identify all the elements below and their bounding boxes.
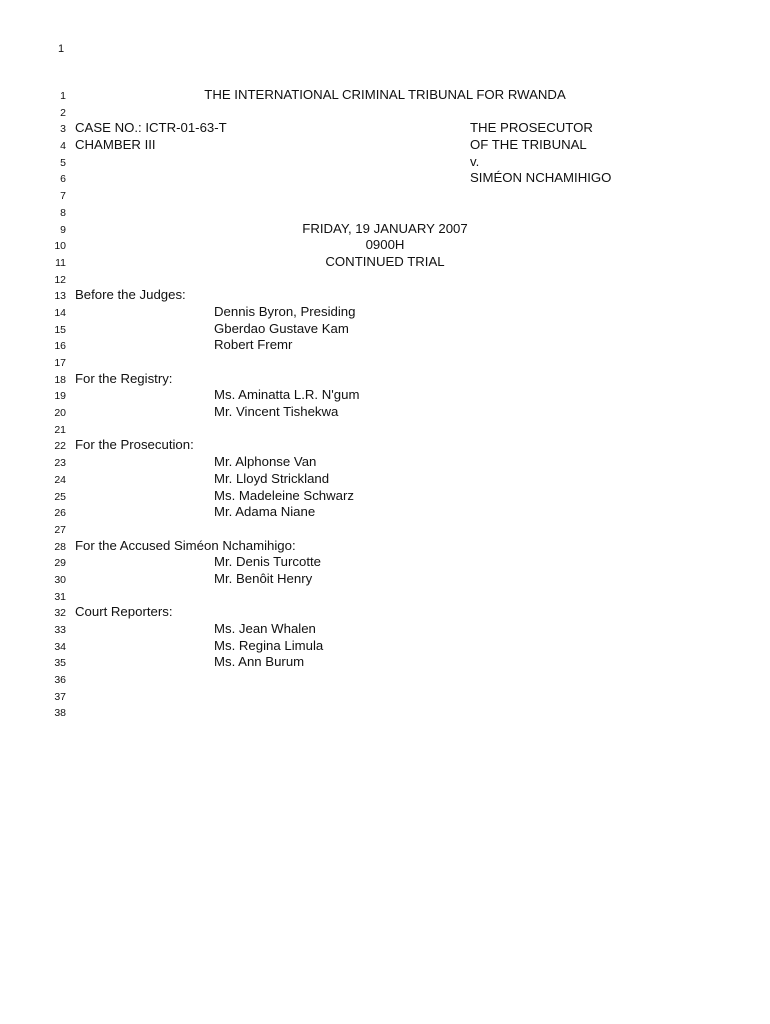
transcript-line: [0, 688, 770, 705]
transcript-line: [0, 671, 770, 688]
transcript-line: [0, 704, 770, 721]
prosecution-name: Mr. Lloyd Strickland: [214, 470, 330, 486]
reporter-name: Ms. Regina Limula: [214, 637, 324, 653]
transcript-line: [0, 104, 770, 121]
line-number: 18: [54, 373, 66, 386]
line-number: 27: [54, 523, 66, 536]
reporter-name: Ms. Ann Burum: [214, 654, 305, 670]
line-number: 1: [60, 90, 66, 102]
transcript-line: [0, 521, 770, 538]
line-number: 24: [54, 473, 66, 486]
registry-heading: For the Registry:: [75, 370, 173, 386]
line-number: 31: [54, 590, 66, 603]
prosecution-name: Mr. Alphonse Van: [214, 454, 317, 470]
judge-name: Robert Fremr: [214, 337, 293, 353]
transcript-line: [0, 154, 770, 171]
transcript-line: [0, 421, 770, 438]
transcript-page: [0, 87, 770, 721]
transcript-line: [0, 437, 770, 454]
line-number: 12: [54, 273, 66, 286]
line-number: 29: [54, 557, 66, 570]
line-number: 37: [54, 690, 66, 703]
prosecution-name: Mr. Adama Niane: [214, 504, 316, 520]
transcript-line: [0, 287, 770, 304]
party-prosecutor: THE PROSECUTOR: [470, 120, 593, 136]
case-number: CASE NO.: ICTR-01-63-T: [75, 120, 227, 136]
judge-name: Dennis Byron, Presiding: [214, 303, 356, 319]
transcript-line: [0, 237, 770, 254]
defence-name: Mr. Denis Turcotte: [214, 554, 321, 570]
line-number: 21: [54, 423, 66, 436]
line-number: 5: [60, 156, 66, 169]
registry-name: Ms. Aminatta L.R. N'gum: [214, 387, 360, 403]
reporter-name: Ms. Jean Whalen: [214, 621, 316, 636]
session-date: FRIDAY, 19 JANUARY 2007: [302, 220, 468, 236]
line-number: 33: [54, 624, 66, 636]
accused-name: SIMÉON NCHAMIHIGO: [470, 170, 612, 186]
transcript-line: [0, 454, 770, 471]
line-number: 15: [54, 323, 66, 336]
reporters-heading: Court Reporters:: [75, 604, 173, 620]
transcript-line: [0, 254, 770, 271]
line-number: 25: [54, 490, 66, 503]
line-number: 8: [60, 206, 66, 219]
line-number: 38: [54, 707, 66, 720]
session-type: CONTINUED TRIAL: [325, 253, 445, 269]
transcript-line: [0, 204, 770, 221]
registry-name: Mr. Vincent Tishekwa: [214, 404, 339, 420]
versus: v.: [470, 153, 480, 169]
line-number: 22: [54, 440, 66, 453]
chamber: CHAMBER III: [75, 137, 156, 153]
transcript-line: [0, 638, 770, 655]
transcript-line: [0, 554, 770, 571]
transcript-line: [0, 488, 770, 505]
judge-name: Gberdao Gustave Kam: [214, 320, 349, 336]
line-number: 2: [60, 106, 66, 119]
line-number: 34: [54, 640, 66, 653]
transcript-line: [0, 571, 770, 588]
judges-heading: Before the Judges:: [75, 287, 186, 303]
line-number: 30: [54, 573, 66, 586]
line-number: 13: [54, 290, 66, 303]
page-number: 1: [58, 43, 65, 55]
transcript-line: [0, 170, 770, 187]
line-number: 4: [60, 140, 66, 153]
line-number: 9: [60, 223, 66, 236]
line-number: 3: [60, 123, 66, 136]
line-number: 16: [54, 340, 66, 353]
line-number: 23: [54, 457, 66, 470]
transcript-line: [0, 471, 770, 488]
line-number: 14: [54, 306, 66, 319]
transcript-line: [0, 187, 770, 204]
line-number: 6: [60, 173, 66, 186]
transcript-line: [0, 621, 770, 638]
transcript-line: [0, 337, 770, 354]
line-number: 20: [54, 407, 66, 420]
line-number: 19: [54, 390, 66, 403]
line-number: 7: [60, 190, 66, 203]
party-tribunal: OF THE TRIBUNAL: [470, 137, 587, 153]
defence-name: Mr. Benôit Henry: [214, 570, 313, 586]
transcript-line: [0, 137, 770, 154]
line-number: 35: [54, 657, 66, 670]
prosecution-name: Ms. Madeleine Schwarz: [214, 487, 354, 503]
transcript-line: [0, 120, 770, 137]
prosecution-heading: For the Prosecution:: [75, 437, 194, 453]
line-number: 28: [54, 540, 66, 553]
transcript-line: [0, 304, 770, 321]
transcript-line: [0, 371, 770, 388]
line-number: 32: [54, 607, 66, 620]
transcript-line: [0, 538, 770, 555]
transcript-line: [0, 354, 770, 371]
transcript-line: [0, 654, 770, 671]
transcript-line: [0, 604, 770, 621]
line-number: 10: [54, 240, 66, 253]
transcript-line: [0, 321, 770, 338]
transcript-line: [0, 87, 770, 104]
transcript-line: [0, 271, 770, 288]
line-number: 26: [54, 507, 66, 520]
transcript-line: [0, 221, 770, 238]
defence-heading: For the Accused Siméon Nchamihigo:: [75, 537, 296, 553]
transcript-line: [0, 387, 770, 404]
line-number: 36: [54, 674, 66, 687]
line-number: 17: [54, 357, 66, 369]
transcript-line: [0, 504, 770, 521]
transcript-line: [0, 588, 770, 605]
transcript-line: [0, 404, 770, 421]
tribunal-title: THE INTERNATIONAL CRIMINAL TRIBUNAL FOR RWANDA: [204, 87, 566, 102]
session-time: 0900H: [365, 237, 405, 253]
line-number: 11: [55, 256, 66, 269]
